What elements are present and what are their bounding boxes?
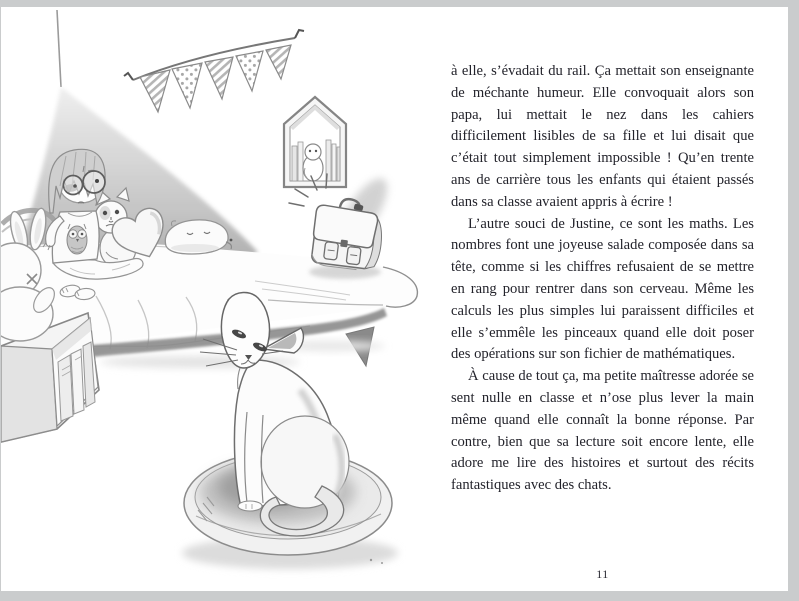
story-paragraph: À cause de tout ça, ma petite maîtresse adorée se sent nulle en classe et n’ose plus lever la main même quand elle connaît la bonne réponse. Par contre, bien que sa lecture soit encore lente, elle adore me lire des histoires et surtout des récits fantastiques avec des chats. xyxy=(451,368,754,494)
bird-figurine xyxy=(303,144,323,181)
page-text-column xyxy=(451,61,754,497)
house-shelf xyxy=(284,97,346,187)
story-paragraph: à elle, s’évadait du rail. Ça mettait son enseignante de méchante humeur. Elle convoquait alors son papa, lui mettait le nez dans les cahiers difficilement lisibles de sa fille et lui disait que c’était tout simplement impossible ! Qu’en trente ans de carrière tous les enfants qui étaient passés dans sa classe avaient appris à écrire ! xyxy=(451,63,754,210)
story-paragraph: L’autre souci de Justine, ce sont les maths. Les nombres font une joyeuse salade composée dans sa tête, comme si les chiffres refusaient de se mettre en rang pour rentrer dans son cerveau. Même les calculs les plus simples lui paraissent difficiles et elle s’emmêle les pinceaux quand elle doit poser des opérations sur son fichier de mathématiques. xyxy=(451,215,754,363)
pennant-garland xyxy=(124,30,304,112)
page-number: 11 xyxy=(596,567,609,581)
book-spread xyxy=(1,7,788,591)
